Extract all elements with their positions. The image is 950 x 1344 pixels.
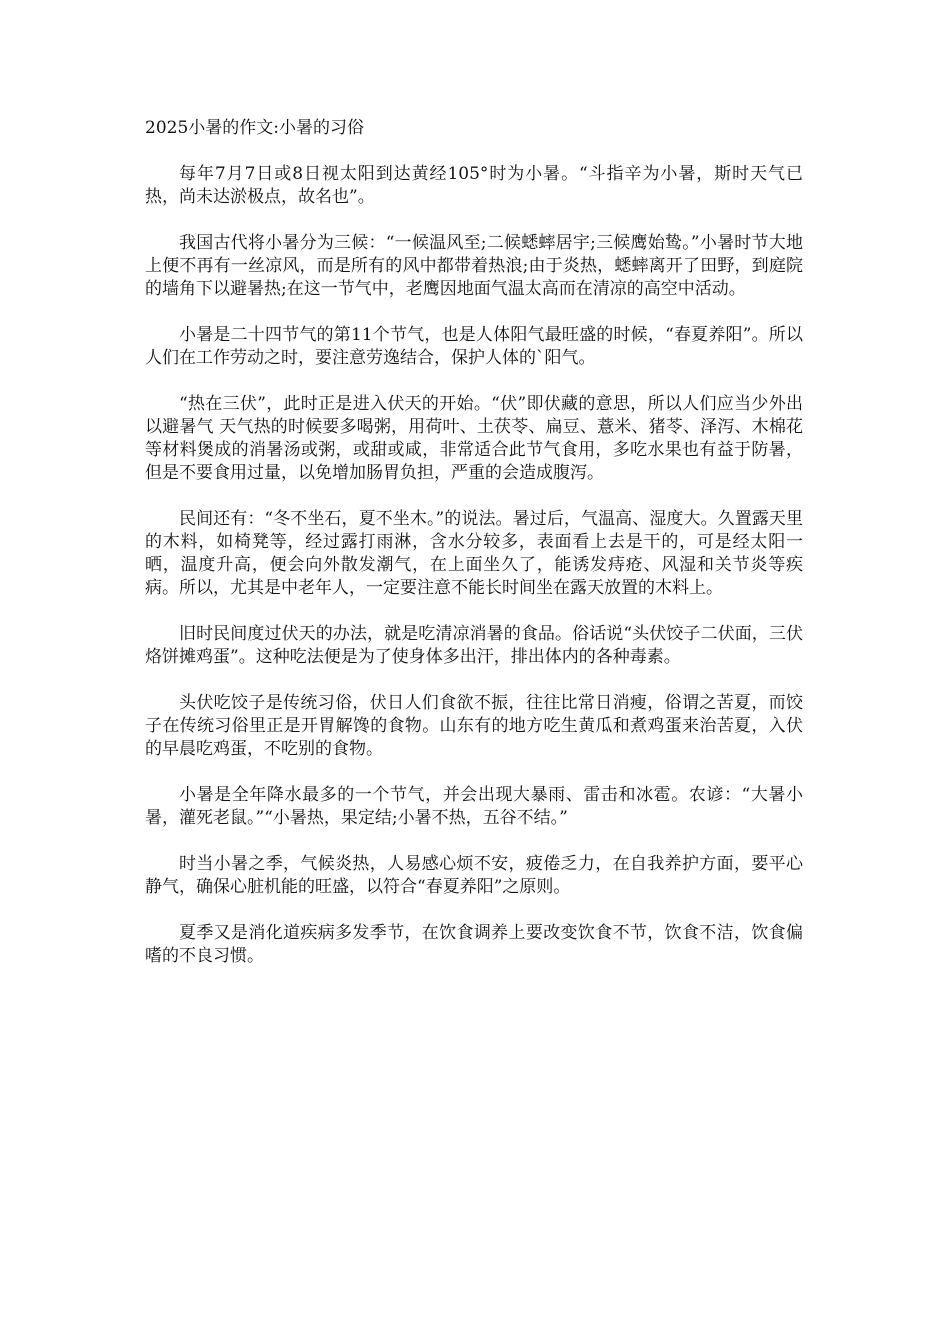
paragraph-6: 旧时民间度过伏天的办法，就是吃清凉消暑的食品。俗话说“头伏饺子二伏面，三伏烙饼摊鸡蛋”。这种吃法便是为了使身体多出汗，排出体内的各种毒素。 [145, 624, 803, 667]
document-body [145, 117, 803, 991]
paragraph-8: 小暑是全年降水最多的一个节气，并会出现大暴雨、雷击和冰雹。农谚：“大暑小暑，灌死老鼠。”“小暑热，果定结;小暑不热，五谷不结。” [145, 785, 803, 828]
paragraph-7: 头伏吃饺子是传统习俗，伏日人们食欲不振，往往比常日消瘦，俗谓之苦夏，而饺子在传统习俗里正是开胃解馋的食物。山东有的地方吃生黄瓜和煮鸡蛋来治苦夏，入伏的早晨吃鸡蛋，不吃别的食物。 [145, 693, 803, 759]
document-title: 2025小暑的作文:小暑的习俗 [145, 118, 364, 138]
paragraph-3: 小暑是二十四节气的第11个节气，也是人体阳气最旺盛的时候，“春夏养阳”。所以人们在工作劳动之时，要注意劳逸结合，保护人体的`阳气。 [145, 325, 803, 368]
paragraph-1: 每年7月7日或8日视太阳到达黄经105°时为小暑。“斗指辛为小暑，斯时天气已热，尚未达淤极点，故名也”。 [145, 164, 803, 207]
paragraph-10: 夏季又是消化道疾病多发季节，在饮食调养上要改变饮食不节，饮食不洁，饮食偏嗜的不良习惯。 [145, 923, 803, 966]
paragraph-9: 时当小暑之季，气候炎热，人易感心烦不安，疲倦乏力，在自我养护方面，要平心静气，确保心脏机能的旺盛，以符合“春夏养阳”之原则。 [145, 854, 803, 897]
paragraph-5: 民间还有：“冬不坐石，夏不坐木。”的说法。暑过后，气温高、湿度大。久置露天里的木料，如椅凳等，经过露打雨淋，含水分较多，表面看上去是干的，可是经太阳一晒，温度升高，便会向外散发潮气，在上面坐久了，能诱发痔疮、风湿和关节炎等疾病。所以，尤其是中老年人，一定要注意不能长时间坐在露天放置的木料上。 [145, 509, 803, 598]
paragraph-2: 我国古代将小暑分为三候：“一候温风至;二候蟋蟀居宇;三候鹰始鸷。”小暑时节大地上便不再有一丝凉风，而是所有的风中都带着热浪;由于炎热，蟋蟀离开了田野，到庭院的墙角下以避暑热;在这一节气中，老鹰因地面气温太高而在清凉的高空中活动。 [145, 233, 803, 299]
paragraph-4: “热在三伏”，此时正是进入伏天的开始。“伏”即伏藏的意思，所以人们应当少外出以避暑气 天气热的时候要多喝粥，用荷叶、土茯苓、扁豆、薏米、猪苓、泽泻、木棉花等材料煲成的消暑汤或粥，或甜或咸，非常适合此节气食用，多吃水果也有益于防暑，但是不要食用过量，以免增加肠胃负担，严重的会造成腹泻。 [145, 394, 803, 483]
